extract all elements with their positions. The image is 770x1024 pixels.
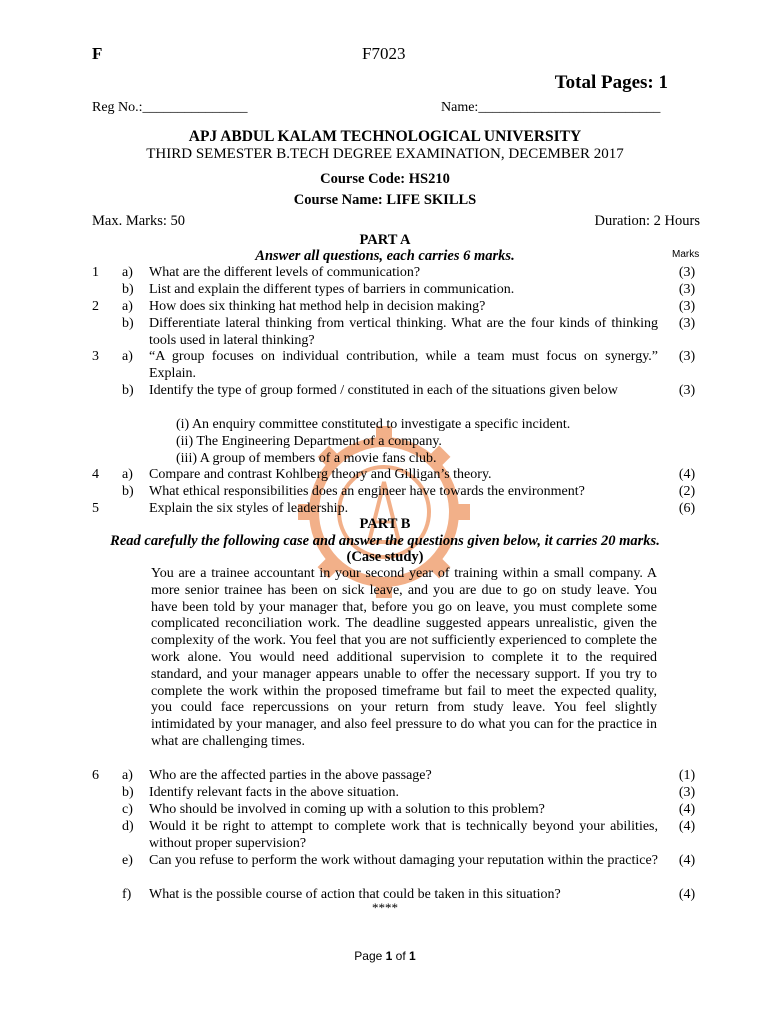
- university-title: APJ ABDUL KALAM TECHNOLOGICAL UNIVERSITY: [188, 128, 582, 145]
- question-marks: (3): [678, 282, 696, 297]
- question-text: Who should be involved in coming up with a solution to this problem?: [149, 802, 545, 817]
- question-sub: a): [122, 265, 133, 280]
- question-text: Would it be right to attempt to complete work that is technically beyond your abilities, without proper supervision?: [149, 819, 658, 851]
- question-sub: a): [122, 768, 133, 783]
- page-prefix: Page: [354, 949, 386, 963]
- question-marks: (3): [678, 349, 696, 364]
- course-name: Course Name: LIFE SKILLS: [293, 192, 477, 208]
- question-text: Identify relevant facts in the above situation.: [149, 785, 399, 800]
- reg-no: Reg No.:_______________: [92, 100, 248, 115]
- question-sub: b): [122, 316, 134, 331]
- case-study-text: You are a trainee accountant in your second year of training within a small company. A more senior trainee has been on sick leave, and you are due to go on study leave. You have been told by your manager that, before you go on leave, you must complete some complicated reconciliation work. The deadline suggested appears unrealistic, given the complexity of the work. You feel that you are not sufficiently experienced to complete the work alone. You would need additional supervision to complete it to the required standard, and your manager appears unable to offer the necessary support. If you try to complete the work within the proposed timeframe but fail to meet the expected quality, you could face repercussions on your return from study leave. You feel slightly intimidated by your manager, and also feel pressure to do what you can for the practice in what are challenging times.: [151, 566, 657, 749]
- question-sub: b): [122, 785, 134, 800]
- question-sub: e): [122, 853, 133, 868]
- page-footer: [0, 949, 770, 963]
- page-current: 1: [385, 949, 393, 963]
- question-number: 3: [92, 349, 99, 364]
- course-code: Course Code: HS210: [320, 171, 450, 187]
- question-text: How does six thinking hat method help in decision making?: [149, 299, 486, 314]
- question-text: Identify the type of group formed / constituted in each of the situations given below: [149, 383, 618, 398]
- question-number: 4: [92, 467, 99, 482]
- question-sub: b): [122, 383, 134, 398]
- question-marks: (3): [678, 785, 696, 800]
- question-text: What ethical responsibilities does an engineer have towards the environment?: [149, 484, 585, 499]
- situation-item: (iii) A group of members of a movie fans club.: [176, 451, 437, 466]
- question-sub: a): [122, 299, 133, 314]
- page-of: of: [392, 949, 410, 963]
- marks-column-label: Marks: [672, 249, 700, 260]
- question-marks: (4): [678, 802, 696, 817]
- question-sub: a): [122, 467, 133, 482]
- question-text: Compare and contrast Kohlberg theory and Gilligan’s theory.: [149, 467, 492, 482]
- question-sub: b): [122, 282, 134, 297]
- max-marks: Max. Marks: 50: [92, 213, 186, 229]
- question-text: “A group focuses on individual contribution, while a team must focus on synergy.” Explain.: [149, 349, 658, 381]
- question-text: Differentiate lateral thinking from vertical thinking. What are the four kinds of thinking tools used in lateral thinking?: [149, 316, 658, 348]
- question-sub: b): [122, 484, 134, 499]
- question-text: List and explain the different types of barriers in communication.: [149, 282, 515, 297]
- question-marks: (3): [678, 265, 696, 280]
- set-code: F: [92, 44, 103, 63]
- question-marks: (1): [678, 768, 696, 783]
- page-total: 1: [409, 949, 416, 963]
- question-marks: (4): [678, 819, 696, 834]
- question-sub: d): [122, 819, 134, 834]
- end-mark: ****: [372, 900, 398, 915]
- total-pages: Total Pages: 1: [554, 72, 668, 93]
- question-marks: (6): [678, 501, 696, 516]
- question-text: What are the different levels of communication?: [149, 265, 421, 280]
- question-sub: f): [122, 887, 132, 902]
- question-text: Can you refuse to perform the work without damaging your reputation within the practice?: [149, 853, 658, 868]
- question-marks: (4): [678, 467, 696, 482]
- exam-title: THIRD SEMESTER B.TECH DEGREE EXAMINATION, DECEMBER 2017: [146, 146, 624, 162]
- question-text: Explain the six styles of leadership.: [149, 501, 349, 516]
- question-text: What is the possible course of action that could be taken in this situation?: [149, 887, 561, 902]
- question-text: Who are the affected parties in the above passage?: [149, 768, 432, 783]
- question-marks: (2): [678, 484, 696, 499]
- question-marks: (4): [678, 853, 696, 868]
- question-number: 6: [92, 768, 99, 783]
- part-b-instruction: Read carefully the following case and answer the questions given below, it carries 20 marks.: [110, 533, 660, 549]
- question-sub: c): [122, 802, 133, 817]
- candidate-name: Name:__________________________: [441, 100, 661, 115]
- question-sub: a): [122, 349, 133, 364]
- part-b-title: PART B: [359, 516, 411, 532]
- question-number: 1: [92, 265, 99, 280]
- question-marks: (3): [678, 299, 696, 314]
- part-a-instruction: Answer all questions, each carries 6 marks.: [255, 248, 515, 264]
- situation-item: (i) An enquiry committee constituted to investigate a specific incident.: [176, 417, 571, 432]
- question-marks: (3): [678, 383, 696, 398]
- duration: Duration: 2 Hours: [594, 213, 700, 229]
- paper-code: F7023: [362, 44, 406, 63]
- situation-item: (ii) The Engineering Department of a company.: [176, 434, 442, 449]
- question-marks: (3): [678, 316, 696, 331]
- question-number: 2: [92, 299, 99, 314]
- part-a-title: PART A: [359, 232, 411, 248]
- question-marks: (4): [678, 887, 696, 902]
- case-study-label: (Case study): [346, 549, 424, 565]
- question-number: 5: [92, 501, 99, 516]
